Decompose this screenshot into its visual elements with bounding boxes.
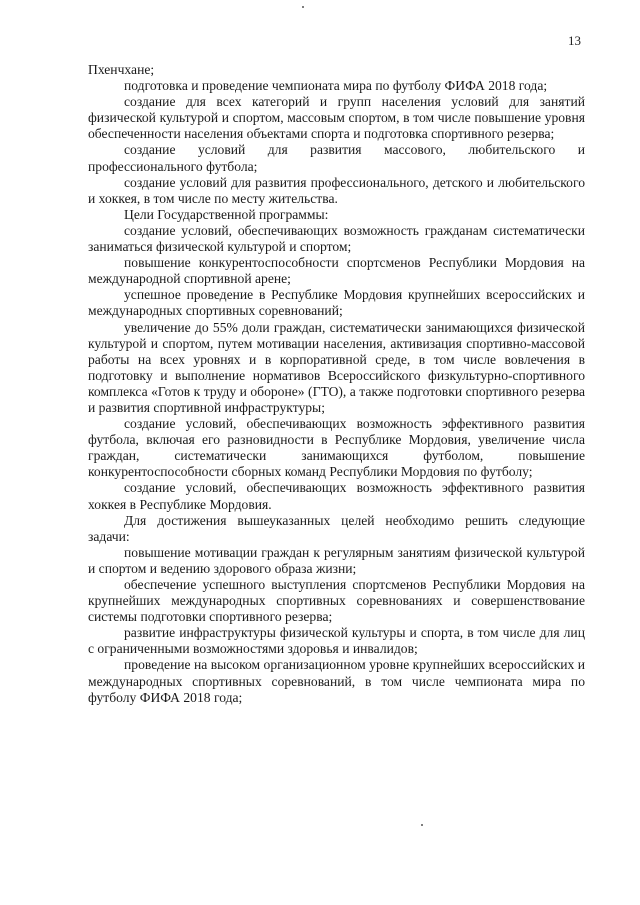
paragraph: создание для всех категорий и групп населения условий для занятий физической культурой и спортом, массовым спортом, в том числе повышение уровня обеспеченности населения объектами спорта и подготовка спортивного резерва; xyxy=(88,94,585,142)
paragraph: создание условий, обеспечивающих возможность эффективного развития футбола, включая его разновидности в Республике Мордовия, увеличение числа граждан, систематически занимающихся футболом, повышение конкурентоспособности сборных команд Республики Мордовия по футболу; xyxy=(88,416,585,480)
page-number: 13 xyxy=(568,33,581,48)
paragraph: Пхенчхане; xyxy=(88,62,155,77)
paragraph: Цели Государственной программы: xyxy=(124,206,329,222)
paragraph: создание условий для развития массового, любительского и профессионального футбола; xyxy=(88,142,585,174)
scan-speck xyxy=(421,824,423,826)
paragraph: повышение конкурентоспособности спортсменов Республики Мордовия на международной спортивной арене; xyxy=(88,255,585,287)
paragraph: создание условий для развития профессионального, детского и любительского и хоккея, в том числе по месту жительства. xyxy=(88,174,585,206)
paragraph: увеличение до 55% доли граждан, систематически занимающихся физической культурой и спортом, путем мотивации населения, активизация спортивно-массовой работы на всех уровнях и в корпоративной среде, в том числе вовлечения в подготовку и выполнение нормативов Всероссийского физкультурно-спортивного комплекса «Готов к труду и обороне» (ГТО), а также подготовки спортивного резерва и развития спортивной инфраструктуры; xyxy=(88,319,585,415)
paragraph: Для достижения вышеуказанных целей необходимо решить следующие задачи: xyxy=(88,512,585,544)
paragraph: обеспечение успешного выступления спортсменов Республики Мордовия на крупнейших международных спортивных соревнованиях и совершенствование системы подготовки спортивного резерва; xyxy=(88,577,585,625)
paragraph: подготовка и проведение чемпионата мира по футболу ФИФА 2018 года; xyxy=(124,78,548,94)
paragraph: создание условий, обеспечивающих возможность гражданам систематически заниматься физической культурой и спортом; xyxy=(88,222,585,255)
document-body xyxy=(88,62,585,706)
scan-speck xyxy=(302,6,304,8)
paragraph: создание условий, обеспечивающих возможность эффективного развития хоккея в Республике Мордовия. xyxy=(88,480,585,512)
paragraph: проведение на высоком организационном уровне крупнейших всероссийских и международных спортивных соревнований, в том числе чемпионата мира по футболу ФИФА 2018 года; xyxy=(88,657,585,705)
paragraph: развитие инфраструктуры физической культуры и спорта, в том числе для лиц с ограниченными возможностями здоровья и инвалидов; xyxy=(88,625,585,657)
paragraph: повышение мотивации граждан к регулярным занятиям физической культурой и спортом и ведению здорового образа жизни; xyxy=(88,544,585,576)
paragraph: успешное проведение в Республике Мордовия крупнейших всероссийских и международных спортивных соревнований; xyxy=(88,287,585,319)
